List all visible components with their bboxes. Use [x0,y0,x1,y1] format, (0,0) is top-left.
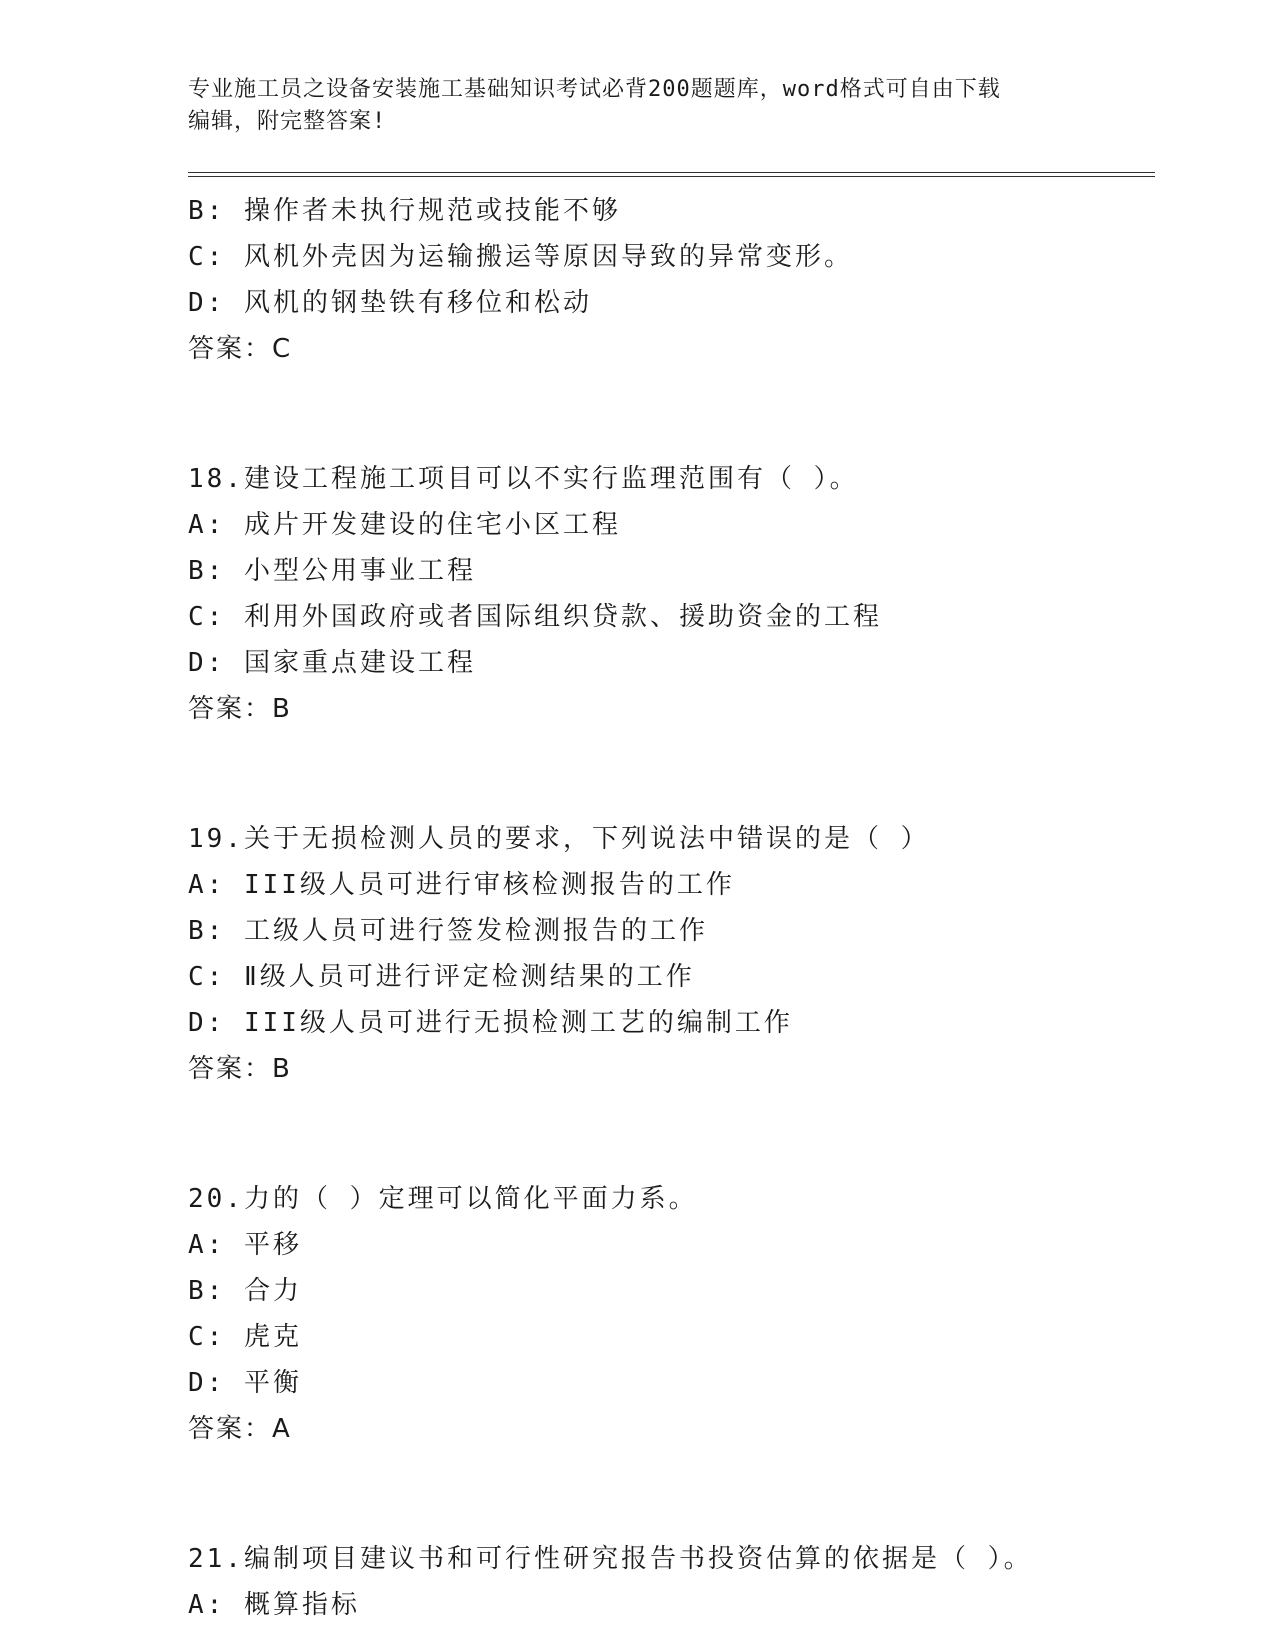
question-block-21 [188,1536,1155,1628]
option-b: B: 合力 [188,1276,302,1306]
question-stem: 21.编制项目建议书和可行性研究报告书投资估算的依据是（ ）。 [188,1544,1033,1574]
option-b: B: 操作者未执行规范或技能不够 [188,196,621,226]
spacer [188,732,1155,816]
question-stem: 18.建设工程施工项目可以不实行监理范围有（ ）。 [188,464,859,494]
option-a: A: 概算指标 [188,1590,360,1620]
question-list [188,188,1155,1628]
option-b: B: 小型公用事业工程 [188,556,476,586]
option-c: C: 风机外壳因为运输搬运等原因导致的异常变形。 [188,242,853,272]
spacer [188,1092,1155,1176]
question-stem: 19.关于无损检测人员的要求，下列说法中错误的是（ ） [188,824,930,854]
option-d: D: III级人员可进行无损检测工艺的编制工作 [188,1008,793,1038]
header-line-1: 专业施工员之设备安装施工基础知识考试必背200题题库，word格式可自由下载 [188,77,1001,102]
question-block-19 [188,816,1155,1092]
option-c: C: Ⅱ级人员可进行评定检测结果的工作 [188,962,695,992]
option-b: B: 工级人员可进行签发检测报告的工作 [188,916,708,946]
answer-line: 答案：C [188,334,293,364]
answer-line: 答案：B [188,1054,292,1084]
spacer [188,1452,1155,1536]
option-c: C: 利用外国政府或者国际组织贷款、援助资金的工程 [188,602,882,632]
question-stem: 20.力的（ ）定理可以简化平面力系。 [188,1184,698,1214]
answer-line: 答案：B [188,694,292,724]
document-header [188,74,1088,138]
answer-line: 答案：A [188,1414,292,1444]
option-d: D: 平衡 [188,1368,302,1398]
header-line-2: 编辑，附完整答案! [188,109,387,134]
option-a: A: 平移 [188,1230,302,1260]
option-a: A: 成片开发建设的住宅小区工程 [188,510,621,540]
question-block-20 [188,1176,1155,1452]
spacer [188,372,1155,456]
option-d: D: 国家重点建设工程 [188,648,476,678]
header-rule-bottom [188,176,1155,177]
question-block-18 [188,456,1155,732]
option-c: C: 虎克 [188,1322,302,1352]
option-a: A: III级人员可进行审核检测报告的工作 [188,870,735,900]
option-d: D: 风机的钢垫铁有移位和松动 [188,288,592,318]
question-block-17 [188,188,1155,372]
header-rule-top [188,172,1155,173]
